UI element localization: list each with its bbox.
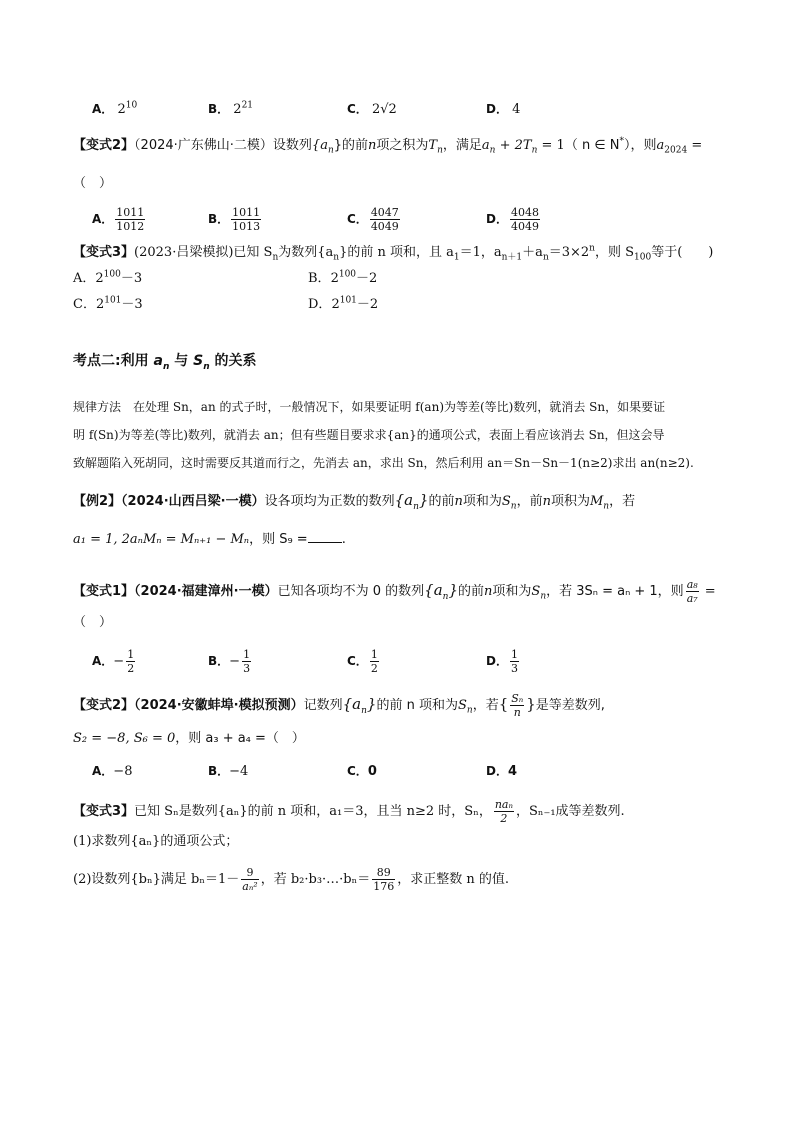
- v2b-option-d: D．4: [486, 764, 518, 779]
- v1b-option-d: D． $\frac{1}{3}$: [486, 648, 518, 675]
- section-heading: 考点二:利用 $a_n$ 与 $S_n$ 的关系: [73, 353, 257, 372]
- method-line-3: 致解题陷入死胡同，这时需要反其道而行之，先消去 an，求出 Sn，然后利用 an＝Sn－Sn－1(n≥2)求出 an(n≥2).: [73, 456, 694, 470]
- method-line-2: 明 f(Sn)为等差(等比)数列，就消去 an；但有些题目要求求{an}的通项公式，表面上看应该消去 Sn，但这会导: [73, 428, 665, 442]
- v3a-option-d: D．$2^{101}-2$: [308, 295, 379, 312]
- v2-option-d: D． $\frac{4048}{4049}$: [486, 206, 539, 233]
- variant1b-paren: （ ）: [73, 615, 113, 630]
- v2b-option-c: C．0: [347, 764, 377, 779]
- variant3b-q2: (2)设数列{bₙ}满足 bₙ＝1－ $\frac{9}{\text{aₙ²}}$ ，若 b₂·b₃·…·bₙ＝ $\frac{89}{176}$ ，求正整数 n 的值.: [73, 866, 510, 893]
- option-a: A． $2^{10}$: [92, 100, 138, 117]
- example2-line1: 【例2】（2024·山西吕梁·一模）设各项均为正数的数列$\{a_n\}$的前n项和为$S_n$，前n项积为$M_n$，若: [73, 491, 636, 512]
- method-paragraph: [73, 393, 733, 477]
- v2b-option-b: B．−4: [208, 764, 249, 779]
- example2-line2: a₁ = 1, 2aₙMₙ = Mₙ₊₁ − Mₙ，则 S₉ = .: [73, 532, 346, 547]
- variant2-options: [0, 206, 794, 233]
- v1b-option-a: A．− $\frac{1}{2}$: [92, 648, 135, 675]
- v3a-option-b: B．$2^{100}-2$: [308, 269, 378, 286]
- method-line-1: 规律方法 在处理 Sn，an 的式子时，一般情况下，如果要证明 f(an)为等差(等比)数列，就消去 Sn，如果要证: [73, 400, 666, 414]
- v2-option-b: B． $\frac{1011}{1013}$: [208, 206, 261, 233]
- v1b-option-b: B．− $\frac{1}{3}$: [208, 648, 251, 675]
- option-c: C． 2√2: [347, 102, 397, 117]
- variant2b-options: [0, 762, 794, 786]
- answer-blank[interactable]: [308, 530, 342, 543]
- variant2-paren: （ ）: [73, 176, 113, 191]
- variant2b-line2: S₂ = −8, S₆ = 0，则 a₃ + a₄ =（ ）: [73, 731, 305, 746]
- option-b: B． $2^{21}$: [208, 100, 254, 117]
- variant1b-options: [0, 648, 794, 675]
- v3a-option-c: C．$2^{101}-3$: [73, 295, 143, 312]
- v2b-option-a: A．−8: [92, 764, 133, 779]
- variant1b-line: 【变式1】（2024·福建漳州·一模）已知各项均不为 0 的数列$\{a_n\}$的前n项和为$S_n$，若 3Sₙ = aₙ + 1，则 $\frac{\text{a₈}}{\text{a₇}}$ =: [73, 578, 716, 605]
- variant3a-line: 【变式3】(2023·吕梁模拟)已知 $S_n$为数列$\{a_n\}$的前 n 项和，且 $a_1=1$，$a_{n+1}+a_n=3\times 2^n$，则 $S_{100}$等于( ): [73, 243, 714, 263]
- v2-option-c: C． $\frac{4047}{4049}$: [347, 206, 399, 233]
- v2-option-a: A． $\frac{1011}{1012}$: [92, 206, 145, 233]
- variant3b-q1: (1)求数列{aₙ}的通项公式；: [73, 834, 239, 849]
- variant2-line: 【变式2】（2024·广东佛山·二模）设数列$\{a_n\}$的前n项之积为$T_n$，满足$a_n + 2T_n = 1$（ n ∈ N*），则$a_{2024}$ =: [73, 136, 703, 156]
- v3a-option-a: A．$2^{100}-3$: [73, 269, 143, 286]
- variant3b-line: 【变式3】已知 Sₙ是数列{aₙ}的前 n 项和，a₁＝3，且当 n≥2 时，Sₙ， $\frac{\text{naₙ}}{2}$ ，Sₙ₋₁成等差数列.: [73, 798, 625, 825]
- option-d: D． 4: [486, 102, 521, 117]
- v1b-option-c: C． $\frac{1}{2}$: [347, 648, 378, 675]
- variant2b-line: 【变式2】（2024·安徽蚌埠·模拟预测）记数列$\{a_n\}$的前 n 项和为$S_n$，若{ $\frac{\text{Sₙ}}{n}$ }是等差数列,: [73, 692, 605, 719]
- top-options: [0, 100, 794, 124]
